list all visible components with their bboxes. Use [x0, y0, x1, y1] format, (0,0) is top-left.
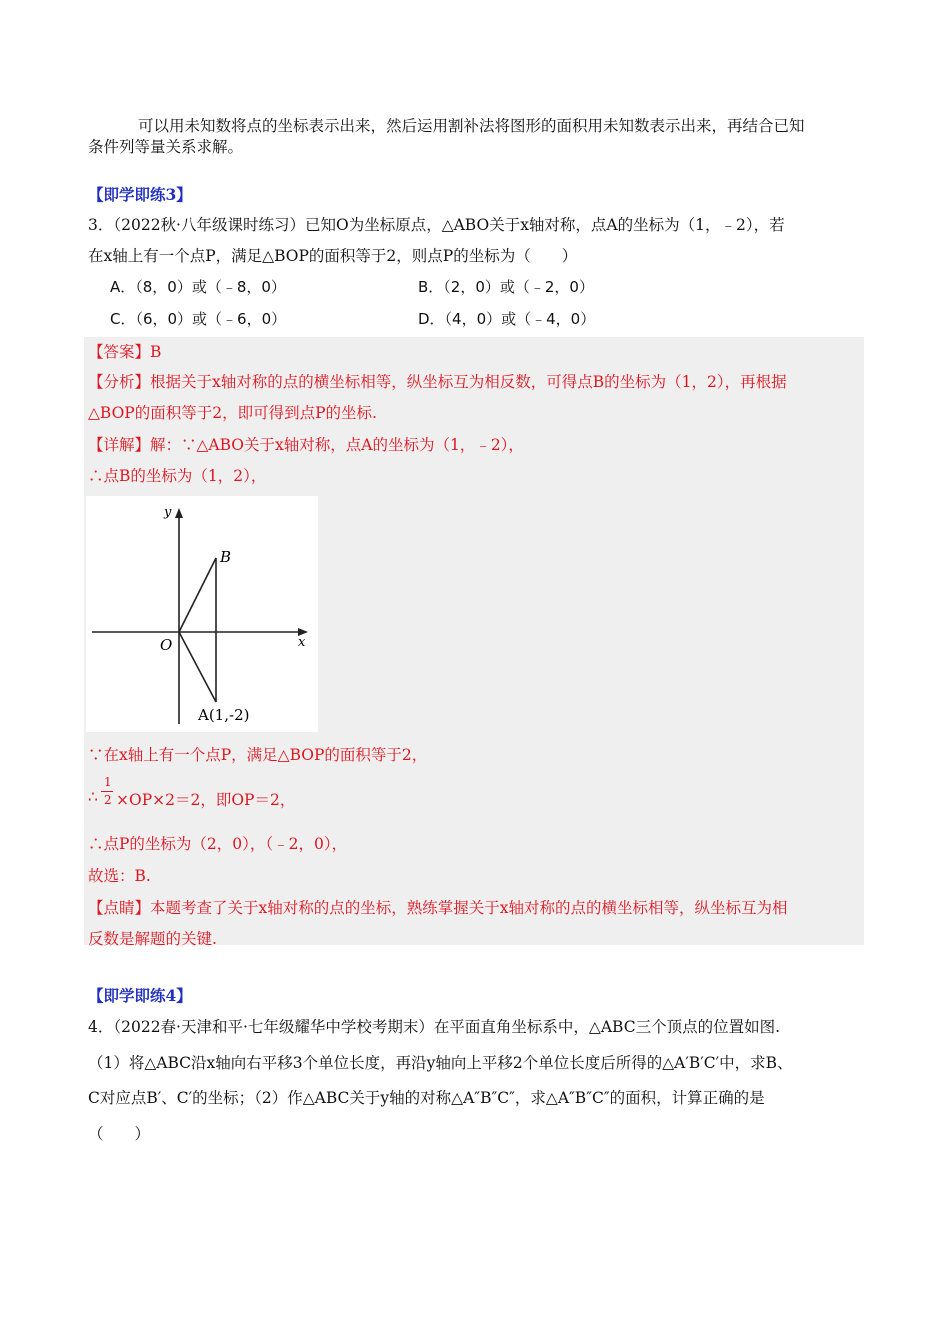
coordinate-figure	[86, 496, 318, 732]
segment-ob	[179, 558, 216, 632]
y-label: y	[164, 505, 172, 520]
practice4-heading: 【即学即练4】	[88, 986, 192, 1005]
fraction-numerator: 1	[104, 775, 112, 789]
y-axis-arrow	[175, 508, 183, 518]
question4-line-4: （ ）	[88, 1125, 151, 1143]
fraction-bar	[101, 791, 113, 792]
comment-text-1: 本题考查了关于x轴对称的点的坐标，熟练掌握关于x轴对称的点的横坐标相等，纵坐标互为相	[150, 899, 788, 917]
option-d[interactable]: D．（4，0）或（﹣4，0）	[418, 310, 596, 328]
analysis-tag: 【分析】	[88, 373, 151, 391]
step-3: ∴点P的坐标为（2，0），（﹣2，0），	[88, 835, 348, 853]
analysis-line-1	[88, 371, 787, 393]
point-a-label: A(1,-2)	[198, 706, 250, 724]
question4-line-2: （1）将△ABC沿x轴向右平移3个单位长度，再沿y轴向上平移2个单位长度后所得的△A′B′C′中，求B、	[88, 1054, 793, 1072]
comment-tag: 【点睛】	[88, 899, 151, 917]
x-label: x	[298, 635, 306, 650]
option-a[interactable]: A．（8，0）或（﹣8，0）	[110, 278, 286, 296]
option-b[interactable]: B．（2，0）或（﹣2，0）	[418, 278, 594, 296]
segment-oa	[179, 632, 216, 702]
intro-line-2: 条件列等量关系求解。	[88, 138, 244, 156]
step-1: ∵在x轴上有一个点P，满足△BOP的面积等于2，	[88, 746, 428, 764]
answer-value: B	[150, 343, 162, 361]
answer-tag: 【答案】	[88, 343, 151, 361]
fraction-denominator: 2	[104, 793, 112, 807]
coordinate-graph	[86, 496, 318, 732]
question3-line-1: 3．（2022秋·八年级课时练习）已知O为坐标原点，△ABO关于x轴对称，点A的坐标为（1，﹣2），若	[88, 216, 785, 234]
origin-label: O	[160, 636, 173, 654]
step-4: 故选：B.	[88, 867, 151, 885]
analysis-text-1: 根据关于x轴对称的点的横坐标相等，纵坐标互为相反数，可得点B的坐标为（1，2），再根据	[150, 373, 787, 391]
step-2-rest: ×OP×2＝2，即OP＝2，	[116, 791, 296, 809]
step-2	[88, 772, 488, 816]
question4-line-3: C对应点B′、C′的坐标；（2）作△ABC关于y轴的对称△A″B″C″，求△A″B″C″的面积，计算正确的是	[88, 1089, 765, 1107]
analysis-line-2: △BOP的面积等于2，即可得到点P的坐标.	[88, 404, 377, 422]
detail-line-1	[88, 434, 524, 456]
question4-line-1: 4．（2022春·天津和平·七年级耀华中学校考期末）在平面直角坐标系中，△ABC三个顶点的位置如图.	[88, 1018, 780, 1036]
comment-line-2: 反数是解题的关键.	[88, 930, 217, 948]
answer-line	[88, 341, 161, 363]
detail-tag: 【详解】	[88, 436, 151, 454]
therefore-symbol: ∴	[88, 788, 98, 806]
comment-line-1	[88, 897, 788, 919]
intro-line-1: 可以用未知数将点的坐标表示出来，然后运用割补法将图形的面积用未知数表示出来，再结合已知	[138, 117, 805, 135]
practice3-heading: 【即学即练3】	[88, 185, 192, 204]
detail-text-1: 解：∵△ABO关于x轴对称，点A的坐标为（1，﹣2），	[150, 436, 524, 454]
detail-line-2: ∴点B的坐标为（1，2），	[88, 467, 267, 485]
point-b-label: B	[220, 548, 232, 566]
question3-line-2: 在x轴上有一个点P，满足△BOP的面积等于2，则点P的坐标为（ ）	[88, 247, 578, 265]
option-c[interactable]: C．（6，0）或（﹣6，0）	[110, 310, 287, 328]
